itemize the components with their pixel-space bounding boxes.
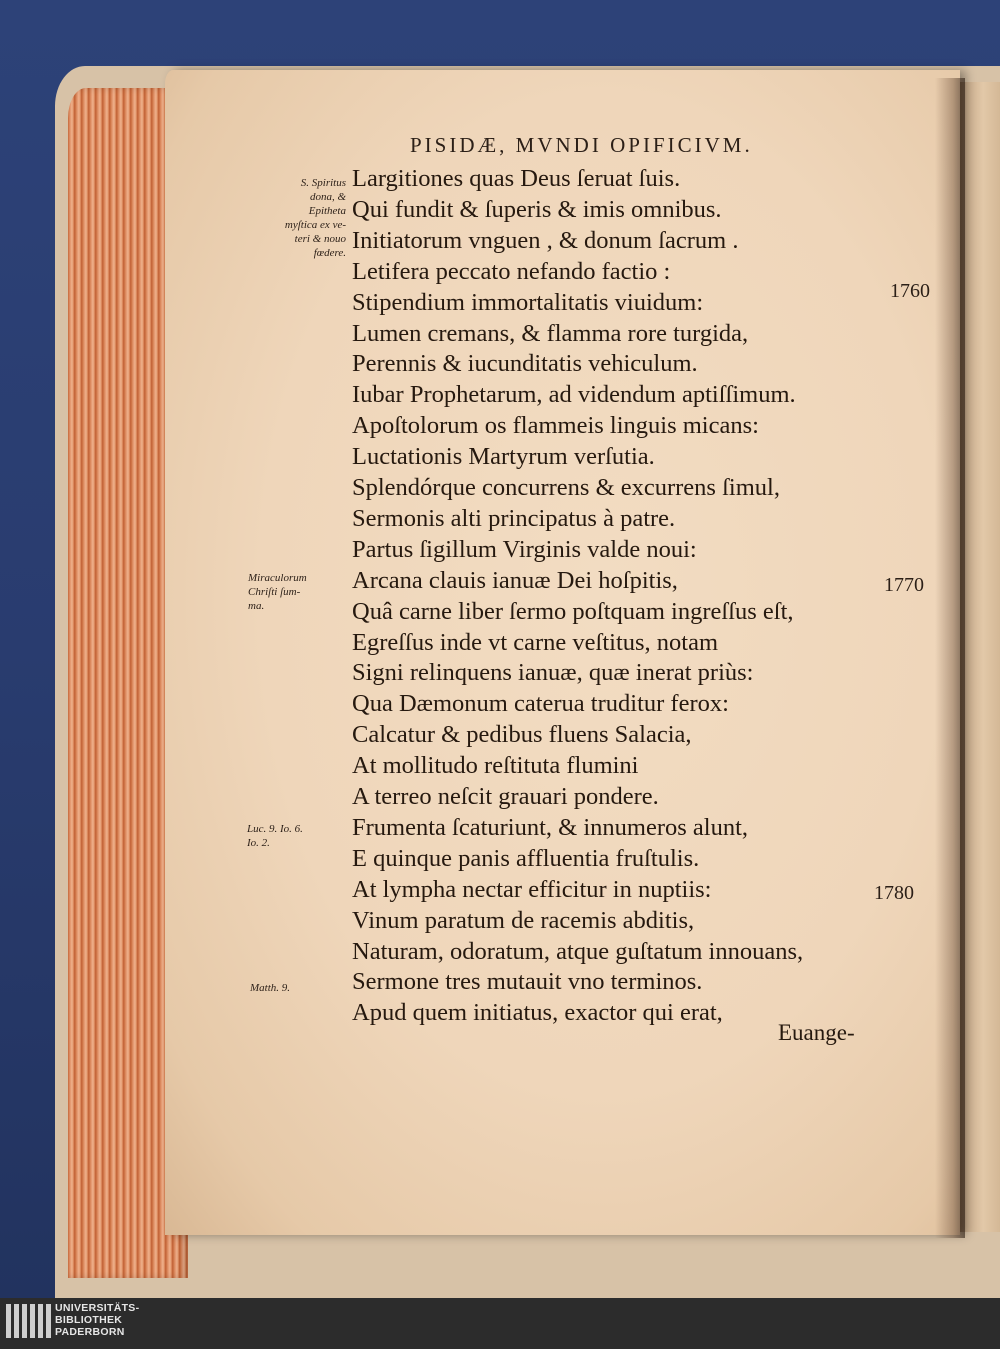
verse-line: Arcana clauis ianuæ Dei hoſpitis, bbox=[352, 566, 678, 594]
library-logo-icon bbox=[6, 1304, 51, 1338]
verse-line: Lumen cremans, & flamma rore turgida, bbox=[352, 319, 749, 347]
verse-line: Signi relinquens ianuæ, quæ inerat priùs: bbox=[352, 659, 754, 687]
library-logo-text: UNIVERSITÄTS- BIBLIOTHEK PADERBORN bbox=[55, 1302, 140, 1338]
verse-line: Egreſſus inde vt carne veſtitus, notam bbox=[352, 628, 719, 656]
margin-note-miracula: Miraculorum Chriſti ſum- ma. bbox=[248, 572, 307, 612]
running-header: PISIDÆ, MVNDI OPIFICIVM. bbox=[410, 133, 753, 157]
verse-line: Sermone tres mutauit vno terminos. bbox=[352, 968, 703, 996]
verse-line: Qui fundit & ſuperis & imis omnibus. bbox=[352, 195, 722, 223]
library-footer bbox=[0, 1298, 1000, 1349]
verse-line: Vinum paratum de racemis abditis, bbox=[352, 906, 695, 934]
catchword: Euange- bbox=[778, 1020, 855, 1045]
verse-line: Sermonis alti principatus à patre. bbox=[352, 504, 676, 532]
line-number: 1780 bbox=[874, 882, 914, 904]
line-number: 1770 bbox=[884, 574, 924, 596]
verse-line: Letifera peccato nefando factio : bbox=[352, 257, 671, 285]
verse-line: Splendórque concurrens & excurrens ſimul, bbox=[352, 474, 780, 501]
verse-line: Stipendium immortalitatis viuidum: bbox=[352, 288, 704, 316]
line-number: 1760 bbox=[890, 280, 930, 302]
verse-line: A terreo neſcit grauari pondere. bbox=[352, 783, 659, 810]
verse-line: Apud quem initiatus, exactor qui erat, bbox=[352, 999, 723, 1027]
verse-line: Perennis & iucunditatis vehiculum. bbox=[352, 350, 698, 378]
verse-line: At mollitudo reſtituta flumini bbox=[352, 752, 639, 780]
verse-line: Partus ſigillum Virginis valde noui: bbox=[352, 535, 697, 563]
verse-line: Naturam, odoratum, atque guſtatum innouans, bbox=[352, 937, 804, 965]
verse-line: E quinque panis affluentia fruſtulis. bbox=[352, 844, 700, 872]
verse-text-block bbox=[352, 165, 872, 1045]
verse-line: Qua Dæmonum caterua truditur ferox: bbox=[352, 690, 729, 718]
verse-line: Luctationis Martyrum verſutia. bbox=[352, 443, 655, 471]
margin-note-luc: Luc. 9. Io. 6. Io. 2. bbox=[247, 823, 303, 849]
margin-note-spiritus: S. Spiritus dona, & Epitheta myſtica ex ve- teri & nouo fœdere. bbox=[284, 177, 346, 259]
verse-line: Calcatur & pedibus fluens Salacia, bbox=[352, 721, 692, 749]
verse-line: Quâ carne liber ſermo poſtquam ingreſſus eſt, bbox=[352, 597, 794, 625]
verse-line: Initiatorum vnguen , & donum ſacrum . bbox=[352, 226, 739, 254]
margin-note-matth: Matth. 9. bbox=[250, 982, 291, 994]
verse-line: Apoſtolorum os flammeis linguis micans: bbox=[352, 412, 759, 440]
verse-line: Largitiones quas Deus ſeruat ſuis. bbox=[352, 165, 681, 192]
verse-line: Iubar Prophetarum, ad videndum aptiſſimum. bbox=[352, 381, 796, 409]
page-gutter bbox=[935, 78, 965, 1238]
verse-line: At lympha nectar efficitur in nuptiis: bbox=[352, 875, 712, 903]
verse-line: Frumenta ſcaturiunt, & innumeros alunt, bbox=[352, 813, 749, 841]
